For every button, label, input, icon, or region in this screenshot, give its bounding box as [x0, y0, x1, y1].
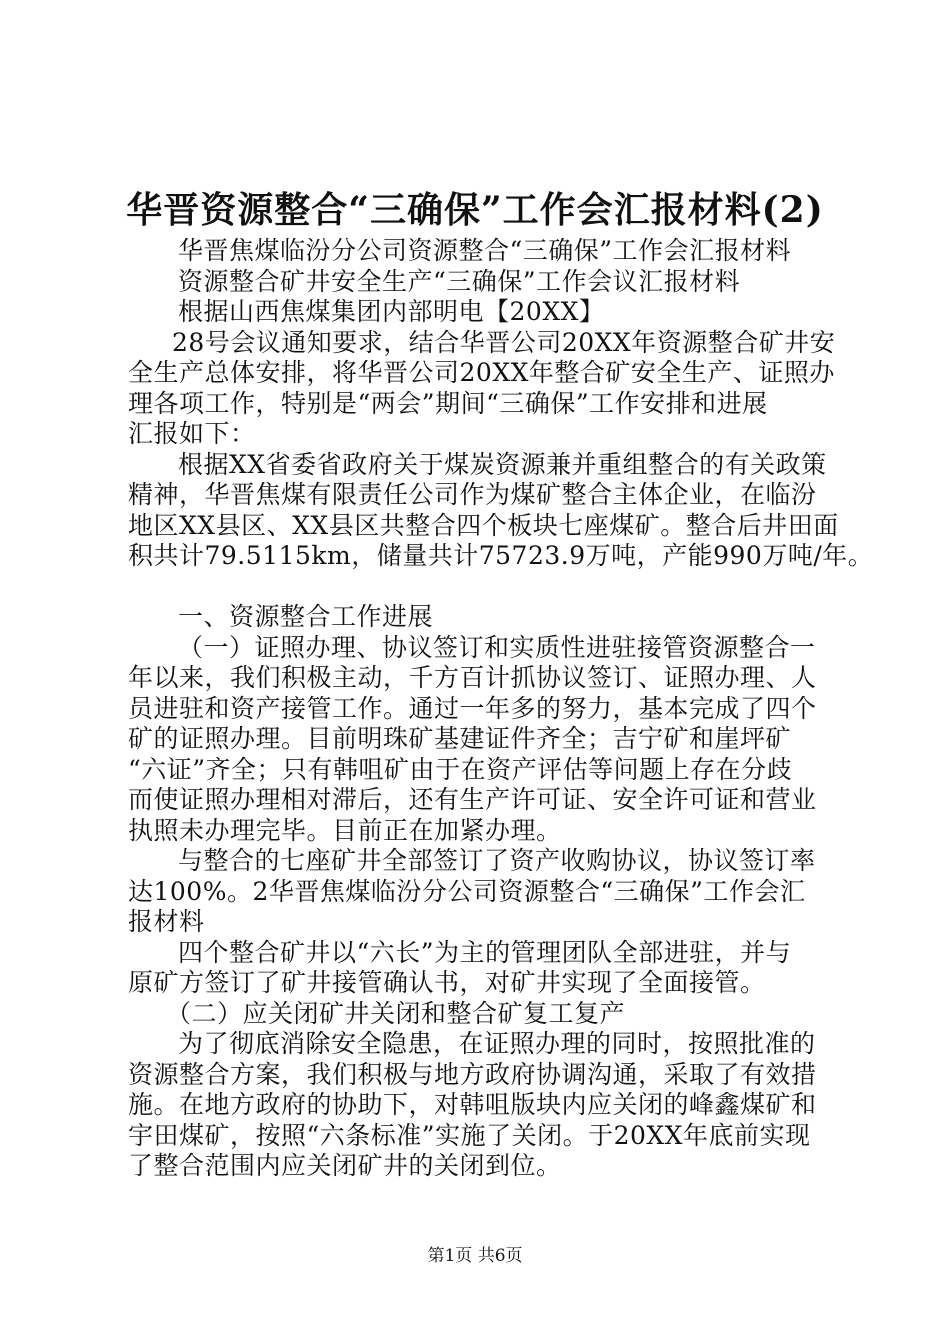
- subtitle-line: 资源整合矿井安全生产“三确保”工作会议汇报材料: [178, 266, 741, 296]
- paragraph-line: 28号会议通知要求，结合华晋公司20XX年资源整合矿井安: [172, 327, 836, 357]
- paragraph-line: 执照未办理完毕。目前正在加紧办理。: [128, 815, 562, 845]
- paragraph-line: 汇报如下：: [128, 419, 256, 448]
- paragraph-line: 积共计79.5115km，储量共计75723.9万吨，产能990万吨/年。: [128, 541, 874, 570]
- paragraph-line: 为了彻底消除安全隐患，在证照办理的同时，按照批准的: [178, 1029, 816, 1058]
- paragraph-line: 全生产总体安排，将华晋公司20XX年整合矿安全生产、证照办: [128, 358, 835, 387]
- paragraph-line: （一）证照办理、协议签订和实质性进驻接管资源整合一: [178, 632, 816, 662]
- paragraph-line: 根据XX省委省政府关于煤炭资源兼并重组整合的有关政策: [178, 449, 827, 479]
- document-body: [128, 236, 874, 1182]
- paragraph-line: 理各项工作，特别是“两会”期间“三确保”工作安排和进展: [128, 388, 768, 418]
- subtitle-line: 华晋焦煤临汾分公司资源整合“三确保”工作会汇报材料: [178, 236, 792, 265]
- page-number: 第1页 共6页: [427, 1246, 523, 1266]
- paragraph-line: 资源整合方案，我们积极与地方政府协调沟通，采取了有效措: [128, 1059, 817, 1089]
- paragraph-line: 达100%。2华晋焦煤临汾分公司资源整合“三确保”工作会汇: [128, 876, 806, 906]
- paragraph-line: 矿的证照办理。目前明珠矿基建证件齐全；吉宁矿和崖坪矿: [128, 724, 792, 753]
- paragraph-line: 而使证照办理相对滞后，还有生产许可证、安全许可证和营业: [128, 785, 817, 814]
- paragraph-line: 与整合的七座矿井全部签订了资产收购协议，协议签订率: [178, 846, 816, 875]
- paragraph-line: 年以来，我们积极主动，千方百计抓协议签订、证照办理、人: [128, 663, 817, 692]
- paragraph-line: “六证”齐全；只有韩咀矿由于在资产评估等问题上存在分歧: [128, 754, 793, 784]
- paragraph-line: 原矿方签订了矿井接管确认书，对矿井实现了全面接管。: [128, 968, 766, 997]
- paragraph-line: 宇田煤矿，按照“六条标准”实施了关闭。于20XX年底前实现: [128, 1120, 811, 1150]
- paragraph-line: 根据山西焦煤集团内部明电【20XX】: [178, 297, 605, 326]
- section-heading: 一、资源整合工作进展: [178, 602, 434, 631]
- paragraph-line: 了整合范围内应关闭矿井的关闭到位。: [128, 1151, 562, 1180]
- paragraph-gap: [128, 572, 840, 603]
- section-heading: （二）应关闭矿井关闭和整合矿复工复产: [166, 998, 626, 1028]
- paragraph-line: 地区XX县区、XX县区共整合四个板块七座煤矿。整合后井田面: [128, 510, 839, 540]
- paragraph-line: 报材料: [128, 907, 205, 936]
- paragraph-line: 精神，华晋焦煤有限责任公司作为煤矿整合主体企业，在临汾: [128, 480, 817, 509]
- paragraph-line: 四个整合矿井以“六长”为主的管理团队全部进驻，并与: [178, 937, 792, 967]
- paragraph-line: 员进驻和资产接管工作。通过一年多的努力，基本完成了四个: [128, 693, 817, 723]
- document-title: 华晋资源整合“三确保”工作会汇报材料(2): [126, 189, 824, 231]
- paragraph-line: 施。在地方政府的协助下，对韩咀版块内应关闭的峰鑫煤矿和: [128, 1090, 817, 1119]
